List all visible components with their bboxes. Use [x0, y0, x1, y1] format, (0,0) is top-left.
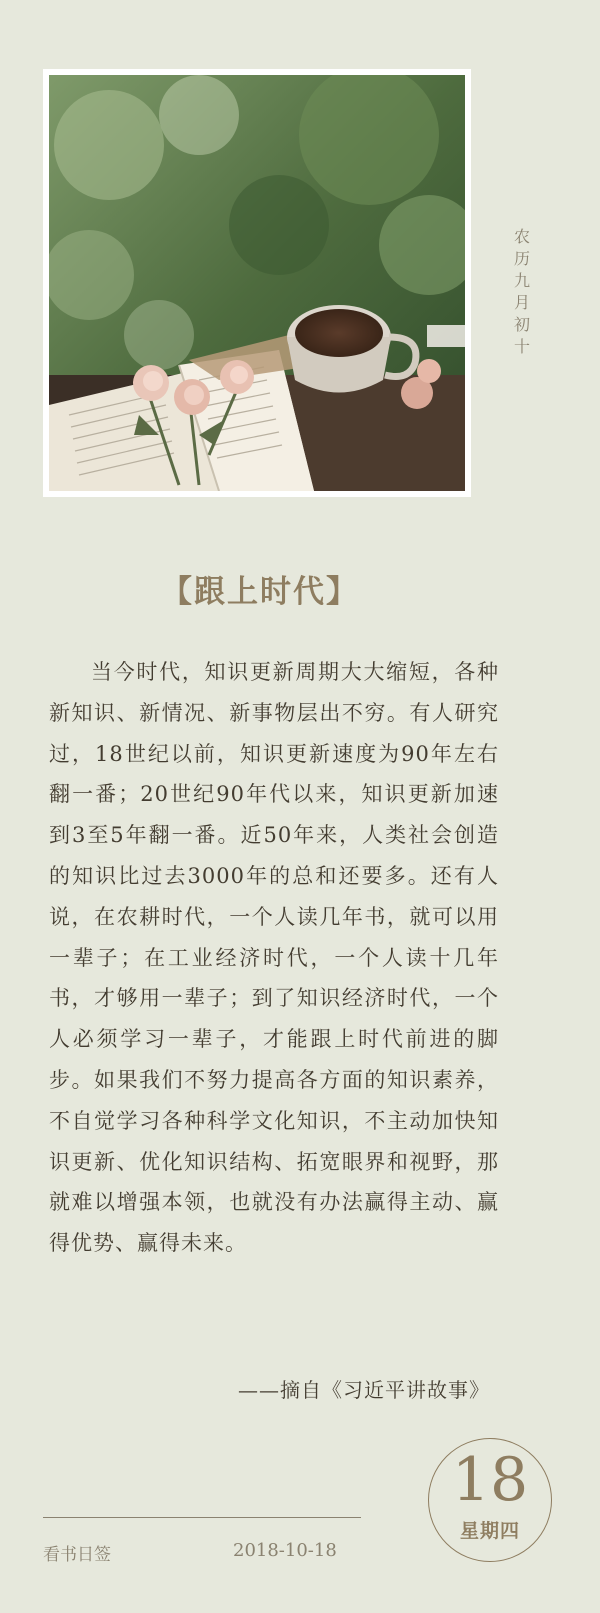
footer-label: 看书日签 — [43, 1545, 111, 1565]
photo-frame — [43, 69, 471, 497]
footer-divider — [43, 1517, 361, 1518]
day-badge — [428, 1438, 552, 1562]
coffee-book-photo — [49, 75, 465, 491]
source-citation: ——摘自《习近平讲故事》 — [238, 1378, 490, 1402]
day-number: 18 — [451, 1445, 529, 1515]
body-paragraph: 当今时代，知识更新周期大大缩短，各种新知识、新情况、新事物层出不穷。有人研究过，18世纪以前，知识更新速度为90年左右翻一番；20世纪90年代以来，知识更新加速到3至5年翻一番。近50年来，人类社会创造的知识比过去3000年的总和还要多。还有人说，在农耕时代，一个人读几年书，就可以用一辈子；在工业经济时代，一个人读十几年书，才够用一辈子；到了知识经济时代，一个人必须学习一辈子，才能跟上时代前进的脚步。如果我们不努力提高各方面的知识素养，不自觉学习各种科学文化知识，不主动加快知识更新、优化知识结构、拓宽眼界和视野，那就难以增强本领，也就没有办法赢得主动、赢得优势、赢得未来。 — [49, 660, 499, 1256]
footer-date: 2018-10-18 — [233, 1540, 337, 1561]
weekday-label: 星期四 — [459, 1520, 520, 1542]
article-body — [49, 652, 499, 1264]
article-title: 【跟上时代】 — [161, 574, 359, 610]
lunar-date: 农历九月初十 — [513, 227, 530, 356]
